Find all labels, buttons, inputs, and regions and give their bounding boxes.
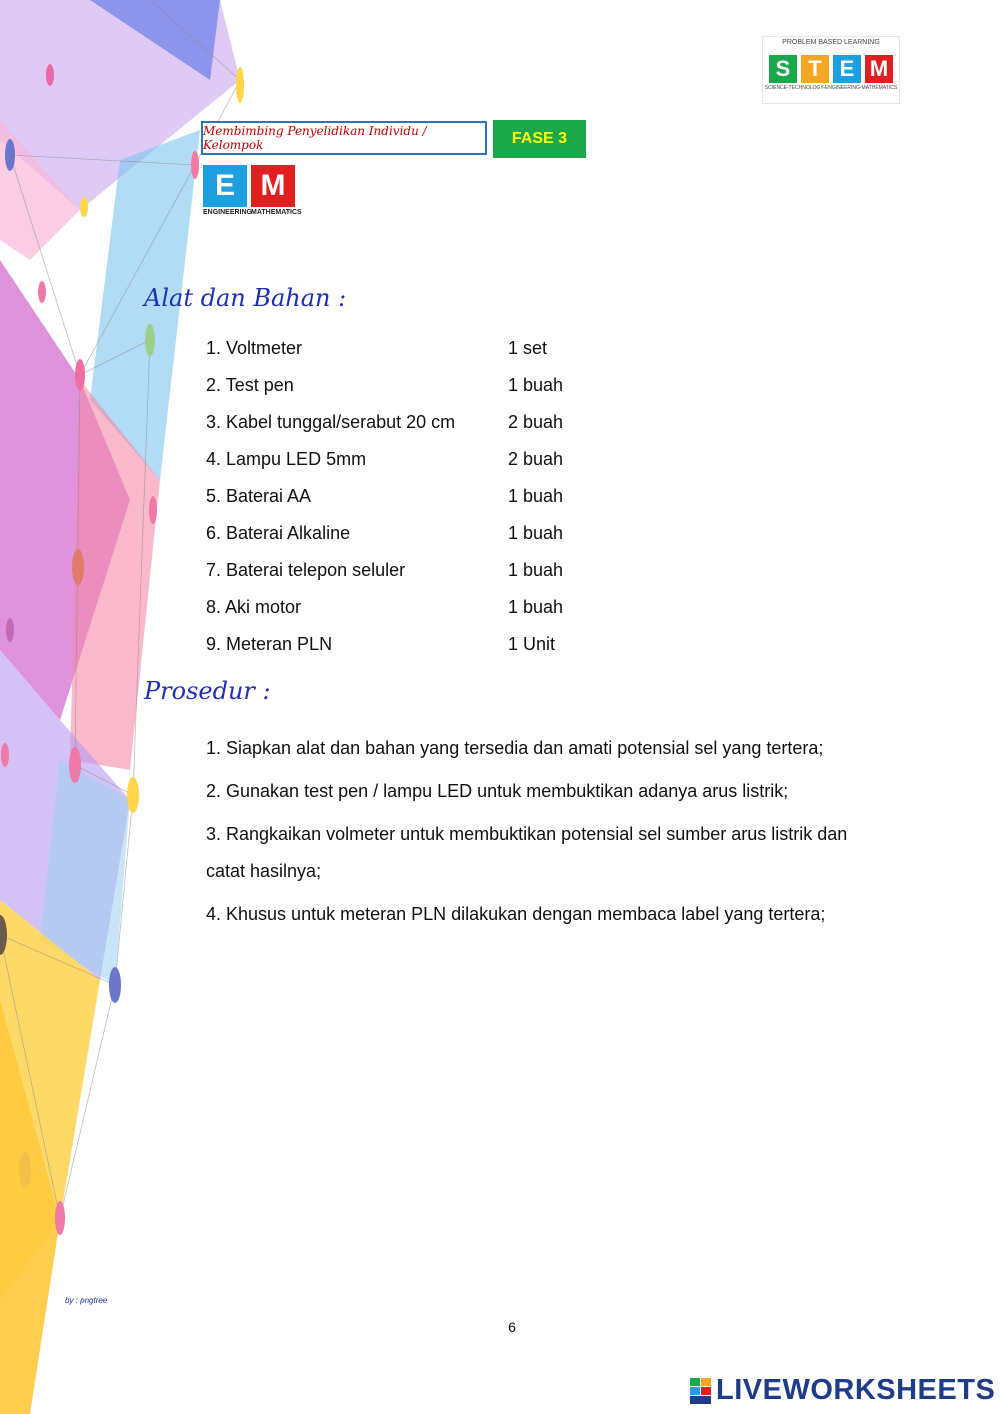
material-name: 5. Baterai AA xyxy=(206,486,312,506)
liveworksheets-logo xyxy=(690,1374,995,1407)
material-qty: 1 buah xyxy=(508,597,564,617)
image-credit: by : pngtree xyxy=(65,1296,108,1305)
materials-heading: Alat dan Bahan : xyxy=(144,284,347,312)
stem-letter-m: M xyxy=(865,55,893,83)
material-qty: 1 buah xyxy=(508,523,564,543)
procedure-step: 3. Rangkaikan volmeter untuk membuktikan potensial sel sumber arus listrik dan catat hasilnya; xyxy=(206,824,848,881)
material-qty: 1 Unit xyxy=(508,634,556,654)
em-label-mathematics: MATHEMATICS xyxy=(251,209,302,216)
material-qty: 2 buah xyxy=(508,412,564,432)
fase-badge: FASE 3 xyxy=(493,120,586,158)
page-number: 6 xyxy=(508,1319,516,1335)
stem-letter-e: E xyxy=(833,55,861,83)
material-qty: 1 buah xyxy=(508,486,564,506)
material-name: 7. Baterai telepon seluler xyxy=(206,560,406,580)
em-letter-m: M xyxy=(251,165,295,207)
material-qty: 2 buah xyxy=(508,449,564,469)
procedure-step: 2. Gunakan test pen / lampu LED untuk membuktikan adanya arus listrik; xyxy=(206,781,789,801)
material-name: 1. Voltmeter xyxy=(206,338,303,358)
stem-letter-t: T xyxy=(801,55,829,83)
liveworksheets-brand: LIVEWORKSHEETS xyxy=(716,1374,996,1406)
material-qty: 1 buah xyxy=(508,560,564,580)
stem-letter-s: S xyxy=(769,55,797,83)
procedure-heading: Prosedur : xyxy=(144,677,271,705)
stem-logo-caption: PROBLEM BASED LEARNING xyxy=(782,39,880,46)
material-qty: 1 set xyxy=(508,338,548,358)
em-label-engineering: ENGINEERING xyxy=(203,209,253,216)
phase-title-box xyxy=(201,121,487,155)
phase-title: Membimbing Penyelidikan Individu / Kelompok xyxy=(203,124,427,152)
stem-logo-subtitle: SCIENCE-TECHNOLOGY-ENGINEERING-MATHEMATICS xyxy=(764,85,898,91)
material-name: 4. Lampu LED 5mm xyxy=(206,449,367,469)
material-name: 2. Test pen xyxy=(206,375,294,395)
procedure-step: 1. Siapkan alat dan bahan yang tersedia dan amati potensial sel yang tertera; xyxy=(206,738,824,758)
material-name: 3. Kabel tunggal/serabut 20 cm xyxy=(206,412,456,432)
stem-logo xyxy=(762,36,900,104)
material-name: 9. Meteran PLN xyxy=(206,634,333,654)
em-letter-e: E xyxy=(203,165,247,207)
em-logo xyxy=(203,165,302,221)
procedure-step: 4. Khusus untuk meteran PLN dilakukan dengan membaca label yang tertera; xyxy=(206,904,826,924)
material-qty: 1 buah xyxy=(508,375,564,395)
material-name: 6. Baterai Alkaline xyxy=(206,523,351,543)
material-name: 8. Aki motor xyxy=(206,597,302,617)
liveworksheets-icon xyxy=(690,1378,712,1404)
